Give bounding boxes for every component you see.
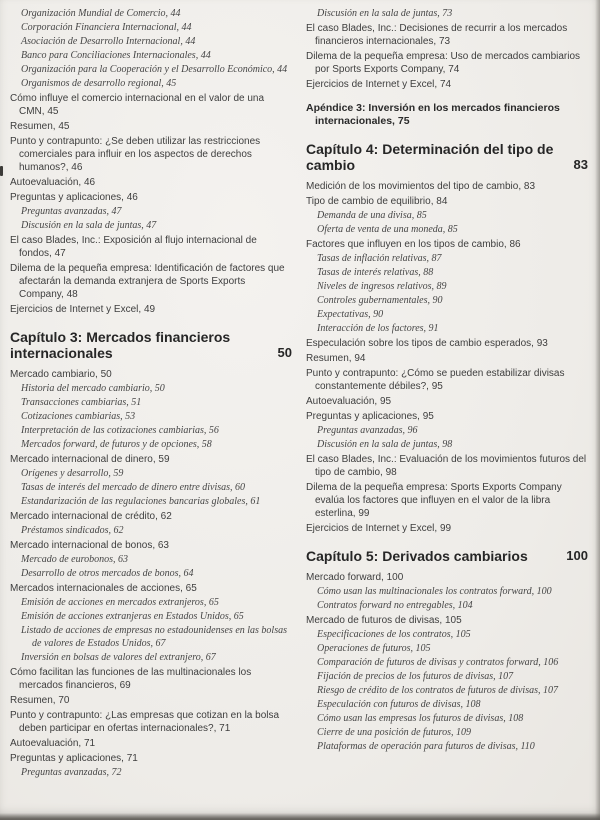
toc-subentry: Interpretación de las cotizaciones cambiarias, 56 bbox=[21, 425, 219, 436]
toc-entry: Ejercicios de Internet y Excel, 99 bbox=[306, 523, 452, 534]
toc-subentry: Demanda de una divisa, 85 bbox=[317, 210, 427, 221]
toc-subentry: Niveles de ingresos relativos, 89 bbox=[317, 281, 447, 292]
scan-edge-right bbox=[595, 0, 600, 820]
toc-entry: El caso Blades, Inc.: Evaluación de los movimientos futuros del tipo de cambio, 98 bbox=[306, 454, 587, 478]
toc-column-left bbox=[10, 6, 292, 779]
scan-edge-bottom bbox=[0, 813, 600, 820]
toc-subentry: Cómo usan las empresas los futuros de divisas, 108 bbox=[317, 713, 524, 724]
toc-subentry: Tasas de interés relativas, 88 bbox=[317, 267, 434, 278]
toc-column-right bbox=[306, 6, 588, 779]
chapter-heading bbox=[306, 548, 588, 564]
scan-artifact bbox=[0, 166, 3, 176]
toc-subentry: Discusión en la sala de juntas, 73 bbox=[317, 8, 453, 19]
toc-entry: Resumen, 45 bbox=[10, 121, 70, 132]
toc-subentry: Mercados forward, de futuros y de opciones, 58 bbox=[21, 439, 212, 450]
toc-entry: Dilema de la pequeña empresa: Identificación de factores que afectarán la demanda extranjera de Sports Exports Company, 48 bbox=[10, 263, 285, 300]
toc-entry: Resumen, 94 bbox=[306, 353, 366, 364]
toc-entry: Autoevaluación, 95 bbox=[306, 396, 392, 407]
toc-subentry: Banco para Conciliaciones Internacionales, 44 bbox=[21, 50, 211, 61]
toc-subentry: Corporación Financiera Internacional, 44 bbox=[21, 22, 192, 33]
toc-entry: Autoevaluación, 46 bbox=[10, 177, 96, 188]
toc-entry: Autoevaluación, 71 bbox=[10, 738, 96, 749]
toc-entry: Mercados internacionales de acciones, 65 bbox=[10, 583, 197, 594]
toc-subentry: Organización Mundial de Comercio, 44 bbox=[21, 8, 181, 19]
toc-entry: Factores que influyen en los tipos de cambio, 86 bbox=[306, 239, 521, 250]
toc-subentry: Asociación de Desarrollo Internacional, 44 bbox=[21, 36, 196, 47]
chapter-heading bbox=[10, 329, 292, 361]
toc-subentry: Mercado de eurobonos, 63 bbox=[21, 554, 129, 565]
toc-subentry: Transacciones cambiarias, 51 bbox=[21, 397, 142, 408]
appendix-heading: Apéndice 3: Inversión en los mercados financieros internacionales, 75 bbox=[306, 102, 560, 127]
toc-entry: Punto y contrapunto: ¿Las empresas que cotizan en la bolsa deben participar en ofertas internacionales?, 71 bbox=[10, 710, 280, 734]
toc-subentry: Historia del mercado cambiario, 50 bbox=[21, 383, 165, 394]
toc-entry: Medición de los movimientos del tipo de cambio, 83 bbox=[306, 181, 536, 192]
toc-entry: Preguntas y aplicaciones, 95 bbox=[306, 411, 434, 422]
toc-subentry: Plataformas de operación para futuros de divisas, 110 bbox=[317, 741, 535, 752]
toc-subentry: Comparación de futuros de divisas y contratos forward, 106 bbox=[317, 657, 559, 668]
chapter-page-number: 83 bbox=[573, 157, 588, 172]
toc-entry: Especulación sobre los tipos de cambio esperados, 93 bbox=[306, 338, 548, 349]
toc-subentry: Listado de acciones de empresas no estadounidenses en las bolsas de valores de Estados Unidos, 67 bbox=[21, 625, 287, 649]
toc-entry: Resumen, 70 bbox=[10, 695, 70, 706]
toc-entry: Punto y contrapunto: ¿Cómo se pueden estabilizar divisas constantemente débiles?, 95 bbox=[306, 368, 565, 392]
chapter-title: Capítulo 4: Determinación del tipo de cambio bbox=[306, 141, 554, 173]
chapter-page-number: 50 bbox=[277, 345, 292, 360]
toc-subentry: Préstamos sindicados, 62 bbox=[21, 525, 124, 536]
toc-subentry: Tasas de inflación relativas, 87 bbox=[317, 253, 442, 264]
toc-subentry: Emisión de acciones extranjeras en Estados Unidos, 65 bbox=[21, 611, 244, 622]
chapter-page-number: 100 bbox=[566, 548, 588, 563]
toc-subentry: Organización para la Cooperación y el Desarrollo Económico, 44 bbox=[21, 64, 288, 75]
toc-entry: El caso Blades, Inc.: Exposición al flujo internacional de fondos, 47 bbox=[10, 235, 257, 259]
chapter-title: Capítulo 3: Mercados financieros internacionales bbox=[10, 329, 231, 361]
toc-entry: Ejercicios de Internet y Excel, 74 bbox=[306, 79, 452, 90]
chapter-heading bbox=[306, 141, 588, 173]
toc-subentry: Expectativas, 90 bbox=[317, 309, 384, 320]
toc-subentry: Riesgo de crédito de los contratos de futuros de divisas, 107 bbox=[317, 685, 558, 696]
toc-subentry: Cómo usan las multinacionales los contratos forward, 100 bbox=[317, 586, 552, 597]
toc-subentry: Preguntas avanzadas, 47 bbox=[21, 206, 122, 217]
toc-subentry: Interacción de los factores, 91 bbox=[317, 323, 439, 334]
toc-entry: Mercado internacional de bonos, 63 bbox=[10, 540, 169, 551]
toc-subentry: Discusión en la sala de juntas, 47 bbox=[21, 220, 157, 231]
toc-entry: Ejercicios de Internet y Excel, 49 bbox=[10, 304, 156, 315]
toc-subentry: Cotizaciones cambiarias, 53 bbox=[21, 411, 136, 422]
toc-subentry: Emisión de acciones en mercados extranjeros, 65 bbox=[21, 597, 219, 608]
toc-entry: El caso Blades, Inc.: Decisiones de recurrir a los mercados financieros internacionales, 73 bbox=[306, 23, 568, 47]
toc-subentry: Estandarización de las regulaciones bancarias globales, 61 bbox=[21, 496, 261, 507]
toc-subentry: Preguntas avanzadas, 96 bbox=[317, 425, 418, 436]
toc-entry: Mercado internacional de dinero, 59 bbox=[10, 454, 170, 465]
toc-subentry: Orígenes y desarrollo, 59 bbox=[21, 468, 124, 479]
toc-subentry: Preguntas avanzadas, 72 bbox=[21, 767, 122, 778]
toc-entry: Punto y contrapunto: ¿Se deben utilizar las restricciones comerciales para influir en los aspectos de derechos humanos?, 46 bbox=[10, 136, 261, 173]
toc-entry: Mercado internacional de crédito, 62 bbox=[10, 511, 172, 522]
chapter-title: Capítulo 5: Derivados cambiarios bbox=[306, 548, 528, 564]
toc-subentry: Controles gubernamentales, 90 bbox=[317, 295, 443, 306]
toc-entry: Tipo de cambio de equilibrio, 84 bbox=[306, 196, 448, 207]
toc-subentry: Discusión en la sala de juntas, 98 bbox=[317, 439, 453, 450]
toc-entry: Mercado cambiario, 50 bbox=[10, 369, 112, 380]
toc-subentry: Especulación con futuros de divisas, 108 bbox=[317, 699, 481, 710]
toc-subentry: Contratos forward no entregables, 104 bbox=[317, 600, 473, 611]
toc-entry: Mercado de futuros de divisas, 105 bbox=[306, 615, 462, 626]
toc-subentry: Tasas de interés del mercado de dinero entre divisas, 60 bbox=[21, 482, 246, 493]
toc-entry: Cómo facilitan las funciones de las multinacionales los mercados financieros, 69 bbox=[10, 667, 252, 691]
toc-subentry: Especificaciones de los contratos, 105 bbox=[317, 629, 471, 640]
toc-entry: Preguntas y aplicaciones, 71 bbox=[10, 753, 138, 764]
toc-subentry: Organismos de desarrollo regional, 45 bbox=[21, 78, 177, 89]
toc-entry: Preguntas y aplicaciones, 46 bbox=[10, 192, 138, 203]
toc-entry: Cómo influye el comercio internacional en el valor de una CMN, 45 bbox=[10, 93, 265, 117]
toc-subentry: Desarrollo de otros mercados de bonos, 64 bbox=[21, 568, 194, 579]
toc-subentry: Inversión en bolsas de valores del extranjero, 67 bbox=[21, 652, 216, 663]
toc-entry: Mercado forward, 100 bbox=[306, 572, 404, 583]
toc-entry: Dilema de la pequeña empresa: Sports Exports Company evalúa los factores que influyen en el valor de la libra esterlina, 99 bbox=[306, 482, 562, 519]
toc-subentry: Cierre de una posición de futuros, 109 bbox=[317, 727, 471, 738]
toc-subentry: Fijación de precios de los futuros de divisas, 107 bbox=[317, 671, 514, 682]
toc-entry: Dilema de la pequeña empresa: Uso de mercados cambiarios por Sports Exports Company, 74 bbox=[306, 51, 581, 75]
toc-subentry: Oferta de venta de una moneda, 85 bbox=[317, 224, 458, 235]
toc-subentry: Operaciones de futuros, 105 bbox=[317, 643, 431, 654]
